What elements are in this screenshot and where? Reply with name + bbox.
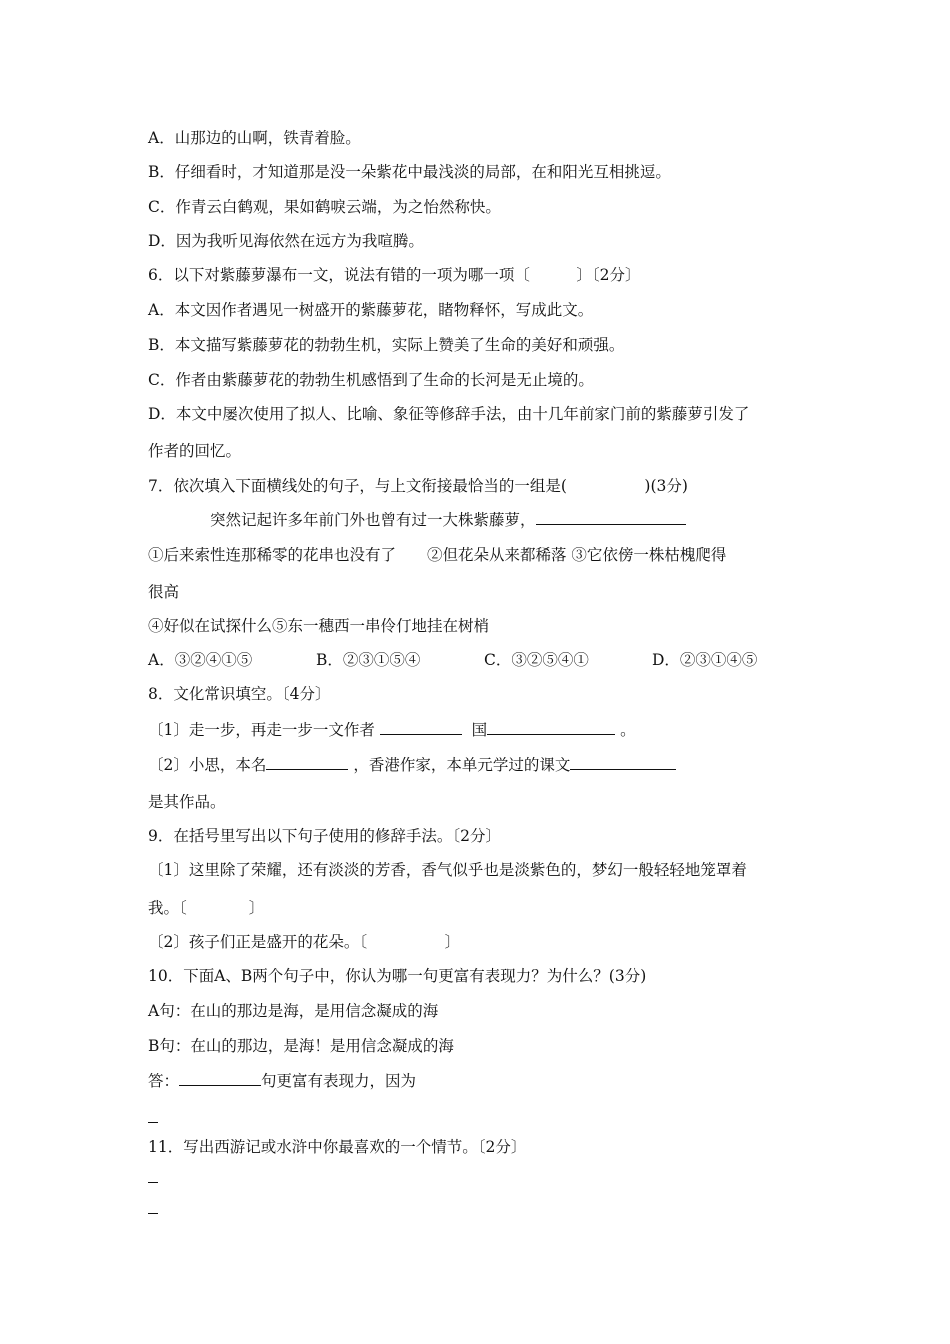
- q6-option-a: A．本文因作者遇见一树盛开的紫藤萝花，睹物释怀，写成此文。: [148, 301, 594, 319]
- q6-option-d-line2: 作者的回忆。: [148, 442, 242, 460]
- q10-sentence-a: A句：在山的那边是海，是用信念凝成的海: [148, 1002, 439, 1020]
- q8-part1: [148, 720, 636, 740]
- q7-option-c: C．③②⑤④①: [484, 651, 589, 669]
- q6-option-b: B．本文描写紫藤萝花的勃勃生机，实际上赞美了生命的美好和顽强。: [148, 336, 625, 354]
- q9-part1-line1: 〔1〕这里除了荣耀，还有淡淡的芳香，香气似乎也是淡紫色的，梦幻一般轻轻地笼罩着: [148, 861, 747, 879]
- q10-answer-label: 答：: [148, 1072, 180, 1090]
- q9-part2: 〔2〕孩子们正是盛开的花朵。〔 〕: [148, 933, 461, 951]
- q8-part2-mid: ，香港作家，本单元学过的课文: [353, 756, 571, 774]
- q8-part2-text: 〔2〕小思，本名: [148, 756, 267, 774]
- q5-option-d: D．因为我听见海依然在远方为我喧腾。: [148, 232, 424, 250]
- q8-name-blank[interactable]: [266, 755, 348, 770]
- q7-blank[interactable]: [536, 510, 686, 525]
- q7-context: [210, 510, 686, 530]
- q5-option-c: C．作青云白鹤观，果如鹤唳云端，为之怡然称快。: [148, 198, 501, 216]
- q10-answer: [148, 1071, 416, 1091]
- q10-answer-blank[interactable]: [179, 1071, 261, 1086]
- q11-stem: 11．写出西游记或水浒中你最喜欢的一个情节。〔2分〕: [148, 1138, 527, 1156]
- q7-context-text: 突然记起许多年前门外也曾有过一大株紫藤萝，: [210, 511, 536, 529]
- q8-text-blank[interactable]: [570, 755, 676, 770]
- q10-answer-line[interactable]: [148, 1122, 158, 1123]
- q6-option-c: C．作者由紫藤萝花的勃勃生机感悟到了生命的长河是无止境的。: [148, 371, 594, 389]
- q11-answer-line-2[interactable]: [148, 1213, 158, 1214]
- q10-stem: 10．下面A、B两个句子中，你认为哪一句更富有表现力？为什么？(3分): [148, 967, 647, 985]
- q10-answer-text: 句更富有表现力，因为: [261, 1072, 417, 1090]
- q7-items-line1: ①后来索性连那稀零的花串也没有了 ②但花朵从来都稀落 ③它依傍一株枯槐爬得: [148, 546, 727, 564]
- q7-option-b: B．②③①⑤④: [316, 651, 421, 669]
- q8-author-blank[interactable]: [380, 720, 462, 735]
- q6-option-d-line1: D．本文中屡次使用了拟人、比喻、象征等修辞手法，由十几年前家门前的紫藤萝引发了: [148, 405, 750, 423]
- q5-option-b: B．仔细看时，才知道那是没一朵紫花中最浅淡的局部，在和阳光互相挑逗。: [148, 163, 671, 181]
- q10-sentence-b: B句：在山的那边，是海！是用信念凝成的海: [148, 1037, 454, 1055]
- q11-answer-line-1[interactable]: [148, 1182, 158, 1183]
- q7-option-d: D．②③①④⑤: [652, 651, 758, 669]
- q8-part2-end: 是其作品。: [148, 793, 226, 811]
- q8-part2: [148, 755, 676, 775]
- q7-items-line3: ④好似在试探什么⑤东一穗西一串伶仃地挂在树梢: [148, 617, 490, 635]
- q7-items-line2: 很高: [148, 583, 180, 601]
- q8-part1-end: 。: [620, 721, 636, 739]
- q7-stem: 7．依次填入下面横线处的句子，与上文衔接最恰当的一组是( )(3分): [148, 477, 688, 495]
- q6-stem: 6．以下对紫藤萝瀑布一文，说法有错的一项为哪一项〔 〕〔2分〕: [148, 266, 641, 284]
- q8-country-blank[interactable]: [487, 720, 615, 735]
- q9-stem: 9．在括号里写出以下句子使用的修辞手法。〔2分〕: [148, 827, 501, 845]
- q8-stem: 8．文化常识填空。〔4分〕: [148, 685, 331, 703]
- q8-part1-text: 〔1〕走一步，再走一步一文作者: [148, 721, 375, 739]
- q8-part1-country: 国: [471, 721, 488, 739]
- q7-option-a: A．③②④①⑤: [148, 651, 253, 669]
- q5-option-a: A．山那边的山啊，铁青着脸。: [148, 129, 361, 147]
- q9-part1-line2: 我。〔 〕: [148, 899, 265, 917]
